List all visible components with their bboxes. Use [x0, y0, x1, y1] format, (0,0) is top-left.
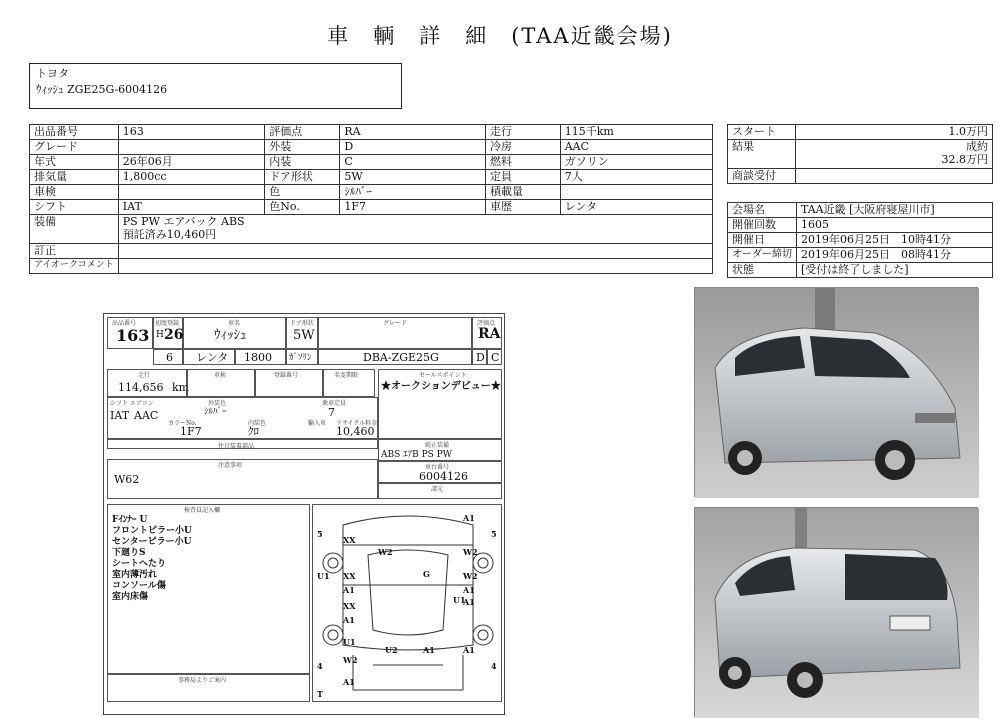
- sheet-year: 26: [164, 327, 184, 343]
- damage-mark: A1: [463, 645, 475, 655]
- damage-mark: U1: [343, 637, 356, 647]
- label-interior: 内装: [265, 155, 340, 170]
- label-year: 年式: [30, 155, 119, 170]
- table-row: [30, 170, 713, 185]
- label-load: 積載量: [486, 185, 561, 200]
- value-date: 2019年06月25日 10時41分: [797, 233, 993, 248]
- inspector-note-item: 下廻りS: [112, 548, 146, 558]
- table-row: [728, 218, 993, 233]
- damage-mark: A1: [463, 585, 475, 595]
- table-row: [30, 155, 713, 170]
- damage-mark: A1: [343, 585, 355, 595]
- result-status: 成約: [966, 140, 988, 153]
- label-doors: ドア形状: [265, 170, 340, 185]
- value-shift: IAT: [118, 200, 265, 215]
- label-equipment: 装備: [30, 215, 119, 244]
- label-color-no: 色No.: [265, 200, 340, 215]
- value-venue: TAA近畿 [大阪府寝屋川市]: [797, 203, 993, 218]
- label-result: 結果: [728, 140, 796, 169]
- damage-mark: W2: [463, 547, 478, 557]
- value-history: レンタ: [560, 200, 712, 215]
- sheet-equip-caption: 住日装着部品: [107, 439, 378, 449]
- sheet-notes-cell: 注意事項 W62: [107, 459, 378, 499]
- sheet-model-cell: 車名 ｳｨｯｼｭ: [183, 317, 286, 349]
- label-venue: 会場名: [728, 203, 797, 218]
- damage-mark: A1: [423, 645, 435, 655]
- sheet-notes: W62: [114, 473, 140, 486]
- value-lot: 163: [118, 125, 265, 140]
- table-row: [30, 125, 713, 140]
- venue-table: [727, 202, 993, 278]
- damage-mark: A1: [463, 597, 475, 607]
- table-row: [30, 215, 713, 244]
- sheet-type-cell: [318, 349, 472, 365]
- equipment-line-1: PS PW エアバック ABS: [122, 215, 245, 228]
- value-score: RA: [340, 125, 486, 140]
- value-color-no: 1F7: [340, 200, 486, 215]
- damage-mark: 5: [491, 529, 497, 539]
- sheet-equipment: ABS ｴｱB PS PW: [381, 450, 453, 460]
- table-row: [30, 140, 713, 155]
- damage-mark: W2: [343, 655, 358, 665]
- table-row: [728, 248, 993, 263]
- inspector-note-item: 室内薄汚れ: [112, 570, 158, 580]
- sheet-score-cell: 評価点 RA: [472, 317, 502, 349]
- value-exterior: D: [340, 140, 486, 155]
- value-doors: 5W: [340, 170, 486, 185]
- sheet-cc: 1800: [244, 351, 272, 364]
- page-title: 車 輌 詳 細 (TAA近畿会場): [327, 24, 673, 48]
- result-price: 32.8万円: [941, 153, 988, 166]
- sheet-model: ｳｨｯｼｭ: [214, 328, 247, 343]
- damage-mark: 4: [317, 661, 323, 671]
- label-status: 状態: [728, 263, 797, 278]
- label-negotiation: 商談受付: [728, 169, 796, 184]
- table-row: [728, 125, 993, 140]
- sheet-month-cell: [153, 349, 183, 365]
- label-correction: 訂正: [30, 244, 119, 259]
- sheet-doors-cell: ドア形状 5W: [286, 317, 318, 349]
- damage-mark: 5: [317, 529, 323, 539]
- label-lot: 出品番号: [30, 125, 119, 140]
- sheet-inspection-cell: 車検: [187, 369, 255, 397]
- label-shift: シフト: [30, 200, 119, 215]
- sheet-ext-cell: [472, 349, 487, 365]
- value-inspection: [118, 185, 265, 200]
- sheet-int: C: [491, 351, 500, 364]
- sheet-inspector-notes: 検査員記入欄 Fｲﾝﾅｰ U フロントピラー小U センターピラー小U 下廻りS シートへたり 室内薄汚れ コンソール傷 室内床傷: [107, 504, 310, 674]
- inspector-note-item: シートへたり: [112, 559, 167, 569]
- sheet-ac: AAC: [134, 409, 159, 422]
- sheet-fuel: ｶﾞｿﾘﾝ: [289, 353, 312, 363]
- value-displacement: 1,800cc: [118, 170, 265, 185]
- value-correction: [118, 244, 712, 259]
- damage-mark: U1: [453, 595, 466, 605]
- sheet-shift: IAT: [110, 409, 130, 422]
- sheet-spec-block: シフト エアコン 外装色 乗車定員 IAT AAC ｼﾙﾊﾞｰ 7 カラーNo. 内装色 輸入車 リサイクル料金 1F7 ｸﾛ 10,460: [107, 397, 378, 439]
- table-row: [728, 169, 993, 184]
- damage-mark: U2: [385, 645, 398, 655]
- model-name: ｳｨｯｼｭ ZGE25G-6004126: [36, 83, 168, 96]
- table-row: [30, 244, 713, 259]
- sheet-capacity: 7: [328, 406, 335, 419]
- sheet-plate-cell: 登録番号: [255, 369, 323, 397]
- damage-mark: U1: [317, 571, 330, 581]
- sheet-sales-point: ★オークションデビュー★: [381, 381, 501, 392]
- car-damage-diagram: [312, 504, 502, 702]
- sheet-reserve-cell: 名変期限: [323, 369, 375, 397]
- sheet-mileage-cell: 走行 114,656 km: [107, 369, 187, 397]
- inspector-note-item: Fｲﾝﾅｰ U: [112, 515, 148, 525]
- label-score: 評価点: [265, 125, 340, 140]
- sheet-dim-cell: 諸元: [378, 483, 502, 499]
- damage-mark: A1: [343, 677, 355, 687]
- inspector-note-item: センターピラー小U: [112, 537, 192, 547]
- label-fuel: 燃料: [486, 155, 561, 170]
- inspector-note-list: [112, 515, 192, 603]
- table-row: [728, 233, 993, 248]
- label-displacement: 排気量: [30, 170, 119, 185]
- value-fuel: ガソリン: [560, 155, 712, 170]
- value-year: 26年06月: [118, 155, 265, 170]
- label-inspection: 車検: [30, 185, 119, 200]
- sheet-mileage: 114,656: [118, 381, 164, 394]
- sheet-chassis-cell: 車台番号 6004126: [378, 461, 502, 483]
- sheet-grade-cell: グレード: [318, 317, 472, 349]
- sheet-std-equip-cell: 純正装備 ABS ｴｱB PS PW: [378, 439, 502, 461]
- damage-mark: A1: [343, 615, 355, 625]
- main-spec-table: [29, 124, 713, 274]
- sheet-color-no: 1F7: [180, 425, 202, 438]
- label-deadline: オーダー締切: [728, 248, 797, 263]
- damage-mark: T: [317, 689, 323, 699]
- inspector-note-item: フロントピラー小U: [112, 526, 192, 536]
- damage-mark: W2: [378, 547, 393, 557]
- sheet-history-cell: [183, 349, 235, 365]
- vehicle-name-box: [29, 63, 402, 109]
- damage-mark: XX: [343, 571, 356, 581]
- label-capacity: 定員: [486, 170, 561, 185]
- price-table: [727, 124, 993, 184]
- sheet-ext: D: [476, 351, 485, 364]
- label-mileage: 走行: [486, 125, 561, 140]
- sheet-type: DBA-ZGE25G: [363, 351, 439, 364]
- label-exterior: 外装: [265, 140, 340, 155]
- sheet-history: レンタ: [196, 351, 229, 364]
- value-grade: [118, 140, 265, 155]
- inspector-note-item: 室内床傷: [112, 592, 149, 602]
- auction-sheet: [103, 313, 505, 715]
- sheet-score: RA: [478, 326, 501, 342]
- sheet-int-cell: [487, 349, 502, 365]
- damage-mark: W2: [463, 571, 478, 581]
- value-result: [795, 140, 992, 169]
- label-count: 開催回数: [728, 218, 797, 233]
- table-row: [728, 203, 993, 218]
- label-grade: グレード: [30, 140, 119, 155]
- value-ioc-comment: [118, 259, 712, 274]
- sheet-office-notes: 事務局よりご案内: [107, 674, 310, 702]
- value-status: [受付は終了しました]: [797, 263, 993, 278]
- value-equipment: [118, 215, 712, 244]
- sheet-doors: 5W: [293, 328, 315, 343]
- value-interior: C: [340, 155, 486, 170]
- label-date: 開催日: [728, 233, 797, 248]
- sheet-month: 6: [166, 351, 173, 364]
- table-row: [30, 185, 713, 200]
- label-history: 車歴: [486, 200, 561, 215]
- car-photo-rear: [694, 507, 978, 717]
- table-row: [30, 200, 713, 215]
- sheet-year-cell: 初度登録 H 26: [153, 317, 183, 349]
- sheet-chassis: 6004126: [419, 470, 468, 483]
- sheet-sales-point-cell: セールスポイント ★オークションデビュー★: [378, 369, 502, 439]
- value-negotiation: [795, 169, 992, 184]
- equipment-line-2: 預託済み10,460円: [122, 228, 217, 241]
- damage-mark: XX: [343, 601, 356, 611]
- label-start: スタート: [728, 125, 796, 140]
- inspector-note-item: コンソール傷: [112, 581, 166, 591]
- maker-name: トヨタ: [36, 67, 69, 80]
- label-color: 色: [265, 185, 340, 200]
- sheet-interior-color: ｸﾛ: [248, 425, 259, 438]
- value-mileage: 115千km: [560, 125, 712, 140]
- damage-mark: A1: [463, 513, 475, 523]
- damage-mark: 4: [491, 661, 497, 671]
- value-deadline: 2019年06月25日 08時41分: [797, 248, 993, 263]
- value-load: [560, 185, 712, 200]
- table-row: [728, 263, 993, 278]
- label-ac: 冷房: [486, 140, 561, 155]
- value-start: 1.0万円: [795, 125, 992, 140]
- damage-mark: XX: [343, 535, 356, 545]
- table-row: [30, 259, 713, 274]
- car-photo-front: [694, 287, 978, 497]
- sheet-recycle: 10,460: [336, 425, 375, 438]
- damage-mark: G: [423, 569, 430, 579]
- sheet-fuel-cell: [286, 349, 318, 365]
- sheet-lot: 163: [116, 326, 150, 345]
- sheet-color: ｼﾙﾊﾞｰ: [204, 407, 227, 417]
- value-ac: AAC: [560, 140, 712, 155]
- value-color: ｼﾙﾊﾞｰ: [340, 185, 486, 200]
- sheet-lot-cell: 出品番号 163: [107, 317, 153, 349]
- sheet-cc-cell: [235, 349, 286, 365]
- table-row: [728, 140, 993, 169]
- value-capacity: 7人: [560, 170, 712, 185]
- label-ioc-comment: アイオークコメント: [30, 259, 119, 274]
- value-count: 1605: [797, 218, 993, 233]
